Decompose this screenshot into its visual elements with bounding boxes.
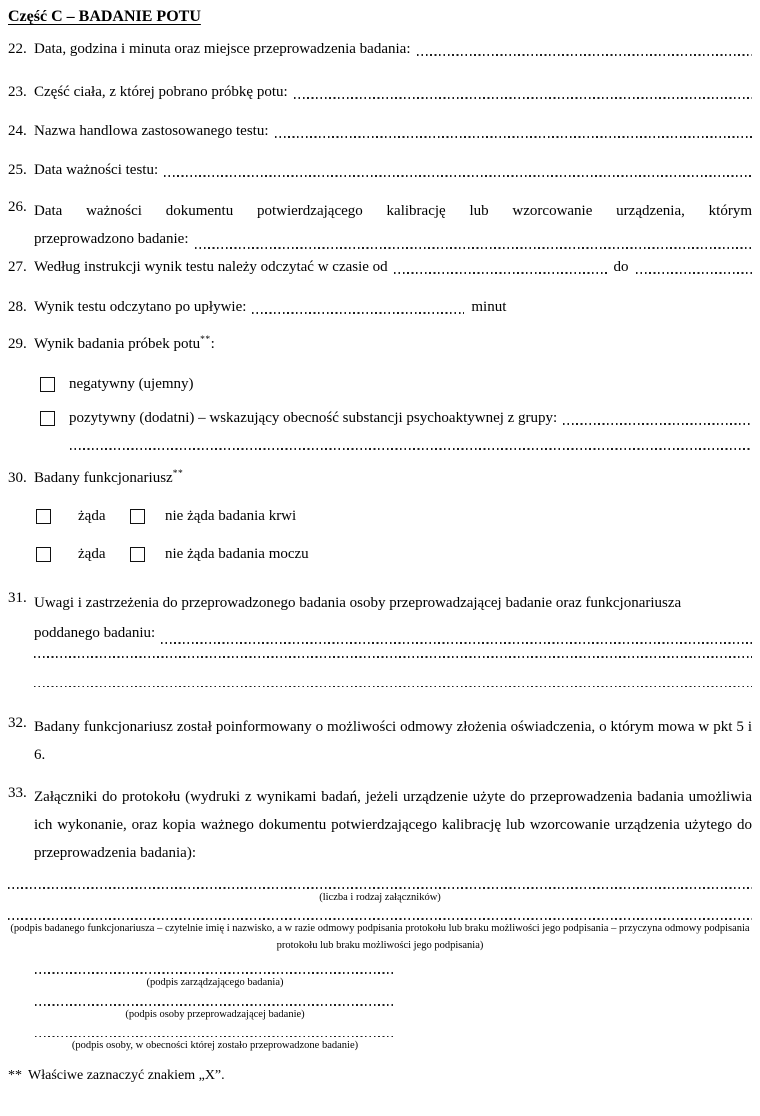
field-25-expiry-date[interactable] <box>164 175 752 177</box>
field-31-remarks-line2[interactable] <box>34 656 752 658</box>
item-label-line2: przeprowadzono badanie: <box>34 231 189 247</box>
footnote-text: Właściwe zaznaczyć znakiem „X”. <box>28 1068 225 1084</box>
signature-witness-caption: (podpis osoby, w obecności której zostało przeprowadzone badanie) <box>71 1040 359 1052</box>
item-label: Załączniki do protokołu (wydruki z wynikami badań, jeżeli urządzenie użyte do przeprowadzenia badania umożliwia ich wykonanie, oraz kopia ważnego dokumentu potwierdzającego kalibrację lub wzorcowanie urządzenia użytego do przeprowadzenia badania): <box>34 789 752 862</box>
field-22-date-place[interactable] <box>417 54 753 56</box>
signature-manager-block <box>35 972 395 991</box>
signature-examiner-caption: (podpis osoby przeprowadzającej badanie) <box>125 1008 305 1020</box>
item-number: 33. <box>8 785 27 802</box>
signature-manager-caption: (podpis zarządzającego badania) <box>146 976 284 988</box>
item-label-line1: Uwagi i zastrzeżenia do przeprowadzonego badania osoby przeprowadzającej badanie oraz funkcjonariusza <box>34 594 682 611</box>
item-label: Data, godzina i minuta oraz miejsce przeprowadzenia badania: <box>34 41 411 57</box>
signature-officer-block <box>8 918 752 954</box>
item-number: 26. <box>8 199 27 215</box>
checkbox-urine-requests[interactable] <box>36 547 51 562</box>
item-32 <box>8 713 752 769</box>
footnote <box>8 1065 752 1086</box>
urine-no-request-label: nie żąda badania moczu <box>165 545 309 562</box>
item-29 <box>8 334 752 355</box>
item-label: Badany funkcjonariusz został poinformowany o możliwości odmowy złożenia oświadczenia, o którym mowa w pkt 5 i 6. <box>34 719 752 764</box>
urine-requests-label: żąda <box>78 545 106 562</box>
checkbox-negative[interactable] <box>40 377 55 392</box>
double-asterisk-marker: ** <box>172 468 184 479</box>
option-negative-label: negatywny (ujemny) <box>69 376 194 392</box>
item-label: Według instrukcji wynik testu należy odczytać w czasie od <box>34 259 388 275</box>
item-28 <box>8 297 752 318</box>
item-label-line2: poddanego badaniu: <box>34 624 156 641</box>
item-25 <box>8 160 752 181</box>
item-number: 23. <box>8 84 27 100</box>
item-label-colon: : <box>210 336 215 352</box>
item-number: 31. <box>8 589 27 606</box>
footnote-marker: ** <box>8 1068 22 1084</box>
signature-officer-caption: (podpis badanego funkcjonariusza – czytelnie imię i nazwisko, a w razie odmowy podpisania protokołu lub braku możliwości jego podpisania – przyczyna odmowy podpisania protokołu lub braku możliwości jego podpisania) <box>10 922 750 951</box>
item-23 <box>8 82 752 103</box>
field-positive-substance-group-continuation[interactable] <box>70 448 752 450</box>
field-31-remarks-line3[interactable] <box>34 686 752 688</box>
option-negative-row <box>40 374 752 395</box>
item-30 <box>8 468 752 489</box>
item-label: Wynik badania próbek potu <box>34 336 201 352</box>
checkbox-blood-no-request[interactable] <box>130 509 145 524</box>
field-27-time-to[interactable] <box>636 272 752 274</box>
item-number: 24. <box>8 123 27 139</box>
item-label-line1: Data ważności dokumentu potwierdzającego kalibrację lub wzorcowanie urządzenia, którym <box>34 203 752 219</box>
urine-request-row <box>36 544 752 565</box>
item-number: 25. <box>8 162 27 178</box>
item-27 <box>8 257 752 278</box>
blood-request-row <box>36 506 752 527</box>
field-31-remarks-line1[interactable] <box>161 642 752 644</box>
item-label-do: do <box>613 259 629 275</box>
signature-witness-block <box>35 1036 395 1055</box>
item-number: 22. <box>8 41 27 57</box>
item-number: 32. <box>8 715 27 732</box>
item-26 <box>8 197 752 253</box>
blood-requests-label: żąda <box>78 507 106 524</box>
field-27-time-from[interactable] <box>394 272 608 274</box>
field-28-minutes[interactable] <box>252 312 464 314</box>
item-number: 29. <box>8 336 27 352</box>
item-31 <box>8 588 752 648</box>
item-label: Nazwa handlowa zastosowanego testu: <box>34 123 269 139</box>
item-24 <box>8 121 752 142</box>
blood-no-request-label: nie żąda badania krwi <box>165 507 297 524</box>
option-positive-row <box>40 408 752 429</box>
option-positive-label: pozytywny (dodatni) – wskazujący obecność substancji psychoaktywnej z grupy: <box>69 410 558 426</box>
signature-examiner-block <box>35 1004 395 1023</box>
checkbox-positive[interactable] <box>40 411 55 426</box>
item-label: Wynik testu odczytano po upływie: <box>34 299 247 315</box>
checkbox-blood-requests[interactable] <box>36 509 51 524</box>
attachments-caption: (liczba i rodzaj załączników) <box>319 892 441 904</box>
field-26-calibration-doc-date[interactable] <box>195 247 752 249</box>
section-title: Część C – BADANIE POTU <box>8 8 201 25</box>
double-asterisk-marker: ** <box>200 335 211 345</box>
item-label: Badany funkcjonariusz <box>34 469 173 486</box>
field-24-test-name[interactable] <box>275 136 752 138</box>
checkbox-urine-no-request[interactable] <box>130 547 145 562</box>
field-23-body-part[interactable] <box>294 97 752 99</box>
item-number: 30. <box>8 469 27 486</box>
item-label: Data ważności testu: <box>34 162 159 178</box>
field-positive-substance-group[interactable] <box>563 423 752 425</box>
item-22 <box>8 39 752 60</box>
item-number: 27. <box>8 259 27 275</box>
item-number: 28. <box>8 299 27 315</box>
item-33 <box>8 783 752 867</box>
item-label: Część ciała, z której pobrano próbkę potu: <box>34 84 288 100</box>
item-label-minut: minut <box>471 299 507 315</box>
